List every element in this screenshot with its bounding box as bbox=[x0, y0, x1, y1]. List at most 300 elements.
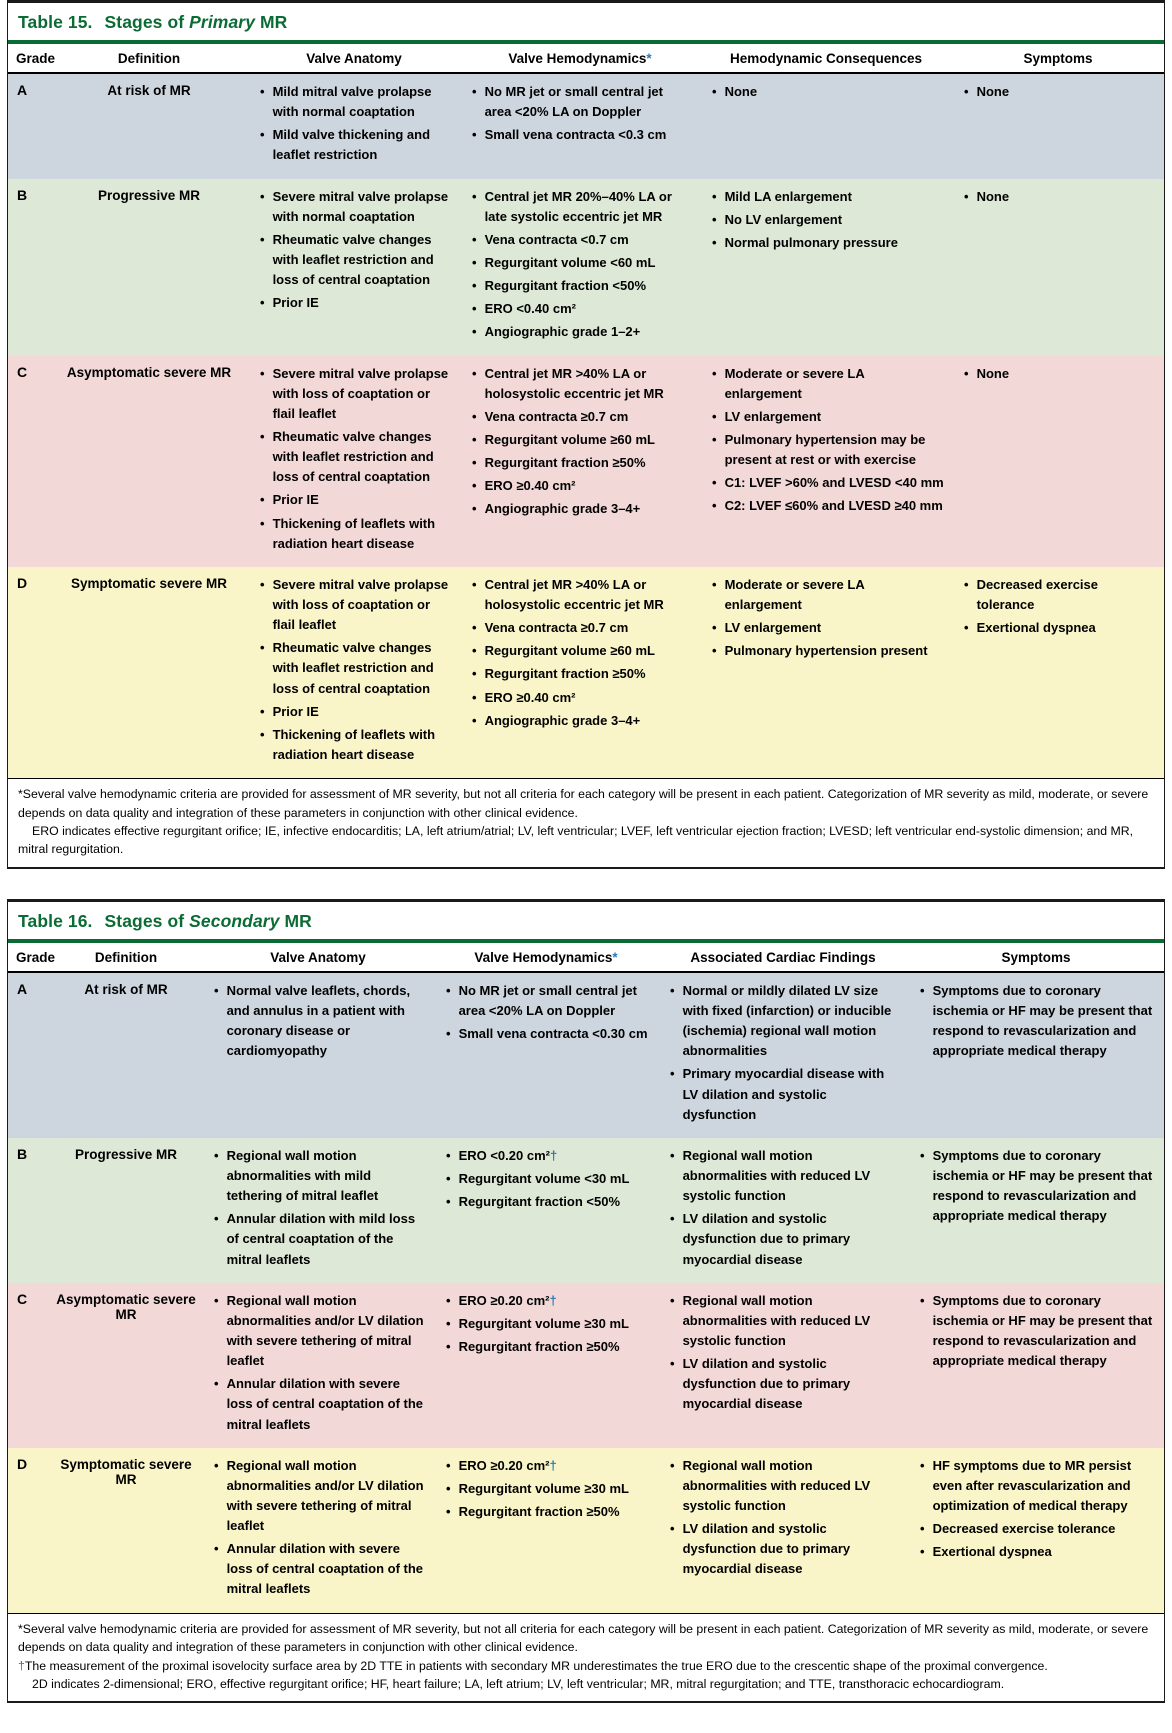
bullet-text: Decreased exercise tolerance bbox=[976, 576, 1098, 612]
bullet-text: Severe mitral valve prolapse with loss of coaptation or flail leaflet bbox=[272, 365, 449, 421]
bullet-item bbox=[472, 575, 692, 615]
bullet-item bbox=[920, 1542, 1156, 1562]
footnote: 2D indicates 2-dimensional; ERO, effective regurgitant orifice; HF, heart failure; LA, left atrium; LV, left ventricular; MR, mitral regurgitation; and TTE, transthoracic echocardiogram. bbox=[32, 1676, 1005, 1691]
bullet-text: Thickening of leaflets with radiation heart disease bbox=[272, 726, 436, 762]
bullet-item bbox=[472, 499, 692, 519]
bullet-item bbox=[260, 638, 452, 698]
bullet-text: Regurgitant volume ≥30 mL bbox=[458, 1315, 629, 1331]
bullet-item bbox=[472, 322, 692, 342]
bullet-item bbox=[446, 1192, 650, 1212]
table-title bbox=[8, 902, 1164, 943]
bullet-list bbox=[254, 187, 454, 314]
bullet-item bbox=[214, 1146, 426, 1206]
column-header: Symptoms bbox=[1023, 51, 1093, 66]
bullet-item bbox=[712, 641, 944, 661]
bullet-icon: • bbox=[214, 1211, 219, 1227]
bullet-item bbox=[670, 1064, 900, 1124]
bullet-text: Annular dilation with severe loss of central coaptation of the mitral leaflets bbox=[226, 1376, 424, 1432]
bullet-item bbox=[446, 1456, 650, 1476]
footnotes bbox=[8, 1613, 1164, 1702]
valve-anatomy-cell bbox=[202, 1283, 434, 1448]
bullet-item bbox=[712, 187, 944, 207]
table-title-text: Stages of Primary MR bbox=[104, 12, 288, 32]
bullet-text: Central jet MR >40% LA or holosystolic eccentric jet MR bbox=[484, 365, 664, 401]
bullet-list bbox=[440, 1456, 652, 1522]
valve-hemodynamics-cell bbox=[460, 356, 700, 567]
bullet-item bbox=[472, 276, 692, 296]
bullet-icon: • bbox=[472, 478, 477, 494]
bullet-icon: • bbox=[712, 188, 717, 204]
bullet-item bbox=[670, 1291, 900, 1351]
bullet-item bbox=[670, 1456, 900, 1516]
bullet-text: Rheumatic valve changes with leaflet restriction and loss of central coaptation bbox=[272, 428, 434, 485]
bullet-item bbox=[446, 1502, 650, 1522]
grade-cell: C bbox=[17, 363, 28, 380]
bullet-list bbox=[254, 575, 454, 765]
grade-cell: A bbox=[17, 82, 28, 98]
bullet-icon: • bbox=[446, 1147, 451, 1163]
bullet-text: Symptoms due to coronary ischemia or HF may be present that respond to revascularization and appropriate medical therapy bbox=[932, 1292, 1153, 1369]
definition-cell: At risk of MR bbox=[84, 981, 168, 997]
bullet-item bbox=[260, 490, 452, 510]
bullet-text: Severe mitral valve prolapse with normal coaptation bbox=[272, 188, 449, 224]
bullet-item bbox=[214, 1209, 426, 1269]
bullet-icon: • bbox=[712, 408, 717, 424]
table-row bbox=[8, 74, 1164, 179]
bullet-item bbox=[472, 453, 692, 473]
bullet-text: Regurgitant fraction ≥50% bbox=[458, 1503, 620, 1519]
valve-hemodynamics-cell bbox=[460, 567, 700, 778]
column-header: Definition bbox=[117, 51, 181, 66]
bullet-icon: • bbox=[260, 515, 265, 531]
column-header: Valve Hemodynamics* bbox=[474, 949, 618, 965]
bullet-item bbox=[446, 1337, 650, 1357]
bullet-item bbox=[472, 299, 692, 319]
bullet-text: Regional wall motion abnormalities and/or LV dilation with severe tethering of mitral leaflet bbox=[226, 1292, 424, 1369]
bullet-text: Exertional dyspnea bbox=[932, 1544, 1052, 1560]
bullet-text: No MR jet or small central jet area <20% LA on Doppler bbox=[458, 982, 637, 1018]
bullet-icon: • bbox=[472, 231, 477, 247]
associated-cardiac-findings-cell bbox=[658, 973, 908, 1138]
valve-anatomy-cell bbox=[202, 1448, 434, 1613]
bullet-item bbox=[472, 688, 692, 708]
bullet-text: Prior IE bbox=[272, 492, 319, 508]
symptoms-cell bbox=[952, 74, 1164, 179]
bullet-text: Regurgitant fraction ≥50% bbox=[484, 455, 646, 471]
bullet-list bbox=[466, 82, 694, 145]
associated-cardiac-findings-cell bbox=[658, 1448, 908, 1613]
bullet-list bbox=[706, 575, 946, 662]
bullet-icon: • bbox=[472, 620, 477, 636]
bullet-list bbox=[914, 1456, 1158, 1563]
footnote-marker-icon: † bbox=[549, 1457, 557, 1473]
hemodynamic-consequences-cell bbox=[700, 179, 952, 356]
bullet-item bbox=[670, 1354, 900, 1414]
bullet-item bbox=[472, 476, 692, 496]
definition-cell: Symptomatic severe MR bbox=[60, 1456, 192, 1487]
table-16 bbox=[7, 899, 1165, 1704]
grade-cell: D bbox=[17, 574, 28, 591]
bullet-list bbox=[254, 364, 454, 554]
bullet-text: None bbox=[724, 84, 758, 99]
bullet-text: ERO <0.20 cm²† bbox=[458, 1147, 558, 1163]
bullet-icon: • bbox=[920, 1521, 925, 1537]
bullet-text: Severe mitral valve prolapse with loss of coaptation or flail leaflet bbox=[272, 576, 449, 633]
table-row bbox=[8, 1138, 1164, 1283]
bullet-icon: • bbox=[260, 640, 265, 656]
bullet-text: Decreased exercise tolerance bbox=[932, 1521, 1116, 1537]
bullet-text: None bbox=[976, 188, 1010, 204]
hemodynamic-consequences-cell bbox=[700, 567, 952, 778]
associated-cardiac-findings-cell bbox=[658, 1138, 908, 1283]
bullet-icon: • bbox=[472, 254, 477, 270]
bullet-text: LV enlargement bbox=[724, 408, 822, 424]
bullet-text: Thickening of leaflets with radiation heart disease bbox=[272, 515, 436, 551]
bullet-icon: • bbox=[670, 982, 675, 998]
bullet-item bbox=[260, 575, 452, 635]
bullet-icon: • bbox=[472, 576, 477, 592]
bullet-icon: • bbox=[214, 1147, 219, 1163]
bullet-item bbox=[446, 1024, 650, 1044]
grade-cell: B bbox=[17, 186, 28, 203]
bullet-list bbox=[706, 364, 946, 517]
bullet-list bbox=[208, 1456, 428, 1600]
bullet-list bbox=[706, 82, 946, 102]
bullet-text: ERO ≥0.40 cm² bbox=[484, 689, 576, 705]
bullet-icon: • bbox=[472, 127, 477, 143]
bullet-text: Mild mitral valve prolapse with normal coaptation bbox=[272, 84, 432, 120]
associated-cardiac-findings-cell bbox=[658, 1283, 908, 1448]
valve-hemodynamics-cell bbox=[434, 1448, 658, 1613]
bullet-text: Annular dilation with mild loss of central coaptation of the mitral leaflets bbox=[226, 1211, 416, 1267]
bullet-list bbox=[466, 364, 694, 520]
bullet-text: Central jet MR >40% LA or holosystolic eccentric jet MR bbox=[484, 576, 664, 612]
bullet-icon: • bbox=[446, 982, 451, 998]
bullet-icon: • bbox=[920, 1457, 925, 1473]
bullet-text: Angiographic grade 1–2+ bbox=[484, 324, 641, 340]
table-title bbox=[8, 3, 1164, 44]
symptoms-cell bbox=[952, 356, 1164, 567]
bullet-icon: • bbox=[670, 1521, 675, 1537]
bullet-icon: • bbox=[670, 1457, 675, 1473]
bullet-icon: • bbox=[712, 234, 717, 250]
bullet-item bbox=[920, 981, 1156, 1062]
table-number: Table 16. bbox=[18, 910, 93, 931]
bullet-text: Vena contracta ≥0.7 cm bbox=[484, 408, 629, 424]
symptoms-cell bbox=[908, 1448, 1164, 1613]
table-row bbox=[8, 1283, 1164, 1448]
bullet-text: Regional wall motion abnormalities with reduced LV systolic function bbox=[682, 1147, 871, 1204]
bullet-icon: • bbox=[964, 620, 969, 636]
bullet-icon: • bbox=[670, 1292, 675, 1308]
bullet-item bbox=[472, 430, 692, 450]
bullet-list bbox=[440, 981, 652, 1044]
bullet-text: LV dilation and systolic dysfunction due to primary myocardial disease bbox=[682, 1521, 851, 1577]
bullet-text: Exertional dyspnea bbox=[976, 620, 1096, 636]
footnotes bbox=[8, 778, 1164, 867]
bullet-text: Regurgitant volume <30 mL bbox=[458, 1170, 630, 1186]
bullet-list bbox=[208, 981, 428, 1062]
bullet-icon: • bbox=[712, 643, 717, 659]
bullet-list bbox=[958, 575, 1158, 638]
bullet-text: Mild LA enlargement bbox=[724, 188, 852, 204]
column-header: Hemodynamic Consequences bbox=[729, 51, 923, 66]
footnote: *Several valve hemodynamic criteria are provided for assessment of MR severity, but not all criteria for each category will be present in each patient. Categorization of MR severity as mild, moderate, or severe depends on data quality and integration of these parameters in conjunction with other clinical evidence. bbox=[18, 787, 1149, 820]
bullet-icon: • bbox=[472, 455, 477, 471]
bullet-icon: • bbox=[446, 1338, 451, 1354]
bullet-icon: • bbox=[964, 365, 969, 381]
column-header: Definition bbox=[94, 949, 158, 965]
bullet-item bbox=[472, 187, 692, 227]
bullet-text: LV dilation and systolic dysfunction due to primary myocardial disease bbox=[682, 1356, 851, 1412]
bullet-list bbox=[440, 1146, 652, 1212]
bullet-text: Regional wall motion abnormalities and/or LV dilation with severe tethering of mitral leaflet bbox=[226, 1457, 424, 1534]
bullet-list bbox=[958, 82, 1158, 102]
bullet-list bbox=[914, 1291, 1158, 1372]
bullet-text: Angiographic grade 3–4+ bbox=[484, 712, 641, 728]
bullet-icon: • bbox=[472, 84, 477, 99]
bullet-text: ERO ≥0.40 cm² bbox=[484, 478, 576, 494]
bullet-text: Moderate or severe LA enlargement bbox=[724, 576, 865, 612]
bullet-item bbox=[214, 981, 426, 1062]
bullet-item bbox=[920, 1291, 1156, 1372]
grade-cell: A bbox=[17, 980, 28, 997]
bullet-icon: • bbox=[712, 431, 717, 447]
bullet-item bbox=[260, 364, 452, 424]
bullet-item bbox=[214, 1374, 426, 1434]
bullet-text: No MR jet or small central jet area <20% LA on Doppler bbox=[484, 84, 663, 120]
bullet-icon: • bbox=[260, 492, 265, 508]
symptoms-cell bbox=[952, 567, 1164, 778]
bullet-icon: • bbox=[260, 703, 265, 719]
bullet-item bbox=[712, 82, 944, 102]
symptoms-cell bbox=[908, 1283, 1164, 1448]
bullet-icon: • bbox=[920, 1544, 925, 1560]
bullet-icon: • bbox=[920, 1292, 925, 1308]
bullet-list bbox=[914, 1146, 1158, 1227]
bullet-icon: • bbox=[712, 84, 717, 99]
bullet-item bbox=[964, 82, 1156, 102]
bullet-list bbox=[466, 575, 694, 731]
bullet-icon: • bbox=[670, 1356, 675, 1372]
definition-cell: At risk of MR bbox=[107, 83, 191, 98]
bullet-icon: • bbox=[964, 84, 969, 99]
grade-cell: B bbox=[17, 1145, 28, 1162]
bullet-text: C1: LVEF >60% and LVESD <40 mm bbox=[724, 475, 944, 491]
symptoms-cell bbox=[952, 179, 1164, 356]
bullet-item bbox=[260, 725, 452, 765]
bullet-text: Primary myocardial disease with LV dilation and systolic dysfunction bbox=[682, 1066, 885, 1122]
bullet-text: Prior IE bbox=[272, 295, 319, 311]
bullet-item bbox=[712, 618, 944, 638]
bullet-item bbox=[446, 1169, 650, 1189]
bullet-text: Rheumatic valve changes with leaflet restriction and loss of central coaptation bbox=[272, 640, 434, 696]
bullet-text: Vena contracta ≥0.7 cm bbox=[484, 620, 629, 636]
valve-anatomy-cell bbox=[248, 567, 460, 778]
bullet-item bbox=[260, 82, 452, 122]
bullet-text: Regional wall motion abnormalities with reduced LV systolic function bbox=[682, 1457, 871, 1513]
bullet-item bbox=[214, 1291, 426, 1372]
bullet-icon: • bbox=[446, 1026, 451, 1042]
bullet-icon: • bbox=[260, 127, 265, 143]
bullet-icon: • bbox=[964, 188, 969, 204]
bullet-icon: • bbox=[472, 501, 477, 517]
bullet-list bbox=[466, 187, 694, 343]
bullet-icon: • bbox=[472, 188, 477, 204]
table-row bbox=[8, 1448, 1164, 1613]
bullet-item bbox=[472, 407, 692, 427]
bullet-icon: • bbox=[472, 712, 477, 728]
bullet-icon: • bbox=[260, 84, 265, 99]
bullet-item bbox=[260, 427, 452, 487]
bullet-text: ERO <0.40 cm² bbox=[484, 301, 576, 317]
bullet-text: Regional wall motion abnormalities with mild tethering of mitral leaflet bbox=[226, 1147, 379, 1204]
definition-cell: Progressive MR bbox=[74, 1146, 178, 1162]
table-row bbox=[8, 973, 1164, 1138]
bullet-icon: • bbox=[446, 1315, 451, 1331]
bullet-text: None bbox=[976, 84, 1010, 99]
bullet-text: No LV enlargement bbox=[724, 211, 843, 227]
bullet-text: Regional wall motion abnormalities with reduced LV systolic function bbox=[682, 1292, 871, 1348]
bullet-icon: • bbox=[472, 408, 477, 424]
bullet-icon: • bbox=[670, 1211, 675, 1227]
table-title-italic: Primary bbox=[189, 12, 256, 32]
bullet-item bbox=[920, 1146, 1156, 1227]
bullet-text: Prior IE bbox=[272, 703, 319, 719]
bullet-icon: • bbox=[260, 726, 265, 742]
bullet-item bbox=[446, 1146, 650, 1166]
bullet-item bbox=[472, 82, 692, 122]
hemodynamic-consequences-cell bbox=[700, 74, 952, 179]
bullet-item bbox=[472, 664, 692, 684]
bullet-list bbox=[208, 1146, 428, 1270]
bullet-item bbox=[712, 430, 944, 470]
bullet-item bbox=[472, 641, 692, 661]
column-header: Valve Hemodynamics* bbox=[508, 51, 652, 66]
bullet-item bbox=[446, 1291, 650, 1311]
valve-hemodynamics-cell bbox=[460, 179, 700, 356]
bullet-icon: • bbox=[472, 689, 477, 705]
table-row bbox=[8, 567, 1164, 778]
bullet-list bbox=[958, 364, 1158, 384]
bullet-item bbox=[964, 187, 1156, 207]
bullet-item bbox=[920, 1456, 1156, 1516]
bullet-icon: • bbox=[472, 666, 477, 682]
bullet-text: Small vena contracta <0.3 cm bbox=[484, 127, 667, 143]
bullet-icon: • bbox=[712, 576, 717, 592]
bullet-text: Central jet MR 20%–40% LA or late systolic eccentric jet MR bbox=[484, 188, 672, 224]
bullet-icon: • bbox=[472, 324, 477, 340]
bullet-item bbox=[472, 618, 692, 638]
valve-anatomy-cell bbox=[248, 356, 460, 567]
bullet-list bbox=[254, 82, 454, 166]
bullet-text: Regurgitant volume ≥60 mL bbox=[484, 431, 655, 447]
bullet-item bbox=[214, 1456, 426, 1537]
bullet-icon: • bbox=[446, 1457, 451, 1473]
bullet-icon: • bbox=[446, 1503, 451, 1519]
bullet-icon: • bbox=[446, 1292, 451, 1308]
bullet-text: None bbox=[976, 365, 1010, 381]
bullet-item bbox=[964, 364, 1156, 384]
valve-hemodynamics-cell bbox=[434, 973, 658, 1138]
bullet-icon: • bbox=[260, 576, 265, 592]
bullet-icon: • bbox=[260, 188, 265, 204]
bullet-icon: • bbox=[260, 428, 265, 444]
bullet-icon: • bbox=[260, 365, 265, 381]
column-header: Grade bbox=[16, 949, 56, 965]
column-header: Associated Cardiac Findings bbox=[690, 949, 876, 965]
valve-hemodynamics-cell bbox=[434, 1283, 658, 1448]
bullet-icon: • bbox=[472, 643, 477, 659]
column-header: Valve Anatomy bbox=[306, 51, 402, 66]
bullet-icon: • bbox=[472, 431, 477, 447]
bullet-text: Mild valve thickening and leaflet restriction bbox=[272, 127, 431, 163]
bullet-icon: • bbox=[260, 231, 265, 247]
bullet-text: Rheumatic valve changes with leaflet restriction and loss of central coaptation bbox=[272, 231, 434, 288]
footnote: ERO indicates effective regurgitant orifice; IE, infective endocarditis; LA, left atrium/atrial; LV, left ventricular; LVEF, left ventricular ejection fraction; LVESD; left ventricular end-systolic dimension; and MR, mitral regurgitation. bbox=[18, 823, 1134, 857]
bullet-icon: • bbox=[472, 365, 477, 381]
bullet-item bbox=[472, 253, 692, 273]
bullet-text: HF symptoms due to MR persist even after revascularization and optimization of medical therapy bbox=[932, 1457, 1132, 1513]
bullet-item bbox=[964, 618, 1156, 638]
valve-anatomy-cell bbox=[248, 74, 460, 179]
footnote: *Several valve hemodynamic criteria are provided for assessment of MR severity, but not all criteria for each category will be present in each patient. Categorization of MR severity as mild, moderate, or severe depends on data quality and integration of these parameters in conjunction with other clinical evidence. bbox=[18, 1621, 1149, 1655]
column-header: Symptoms bbox=[1001, 949, 1071, 965]
bullet-text: Symptoms due to coronary ischemia or HF may be present that respond to revascularization and appropriate medical therapy bbox=[932, 982, 1153, 1059]
footnote-marker-icon: † bbox=[18, 1658, 25, 1673]
bullet-text: Moderate or severe LA enlargement bbox=[724, 365, 865, 401]
definition-cell: Asymptomatic severe MR bbox=[66, 364, 232, 380]
bullet-icon: • bbox=[670, 1066, 675, 1082]
bullet-list bbox=[208, 1291, 428, 1435]
bullet-item bbox=[472, 364, 692, 404]
bullet-item bbox=[260, 125, 452, 165]
bullet-item bbox=[260, 702, 452, 722]
bullet-list bbox=[664, 1291, 902, 1415]
bullet-text: Angiographic grade 3–4+ bbox=[484, 501, 641, 517]
bullet-item bbox=[670, 1209, 900, 1269]
bullet-text: Regurgitant fraction <50% bbox=[458, 1194, 621, 1210]
bullet-icon: • bbox=[214, 1457, 219, 1473]
valve-anatomy-cell bbox=[248, 179, 460, 356]
bullet-icon: • bbox=[670, 1147, 675, 1163]
bullet-list bbox=[664, 981, 902, 1125]
bullet-item bbox=[260, 230, 452, 290]
bullet-list bbox=[440, 1291, 652, 1357]
bullet-item bbox=[214, 1539, 426, 1599]
bullet-item bbox=[472, 125, 692, 145]
bullet-text: LV dilation and systolic dysfunction due to primary myocardial disease bbox=[682, 1211, 851, 1267]
bullet-item bbox=[260, 514, 452, 554]
table-15 bbox=[7, 0, 1165, 869]
bullet-item bbox=[712, 210, 944, 230]
table-row bbox=[8, 179, 1164, 356]
symptoms-cell bbox=[908, 1138, 1164, 1283]
bullet-text: ERO ≥0.20 cm²† bbox=[458, 1457, 557, 1473]
bullet-text: Regurgitant fraction ≥50% bbox=[484, 666, 646, 682]
bullet-text: Pulmonary hypertension present bbox=[724, 643, 928, 659]
bullet-list bbox=[914, 981, 1158, 1062]
bullet-icon: • bbox=[712, 498, 717, 514]
bullet-list bbox=[664, 1146, 902, 1270]
bullet-item bbox=[712, 496, 944, 516]
bullet-icon: • bbox=[472, 278, 477, 294]
footnote-marker-icon: * bbox=[612, 949, 618, 965]
symptoms-cell bbox=[908, 973, 1164, 1138]
valve-anatomy-cell bbox=[202, 973, 434, 1138]
bullet-icon: • bbox=[446, 1170, 451, 1186]
bullet-text: LV enlargement bbox=[724, 620, 822, 636]
